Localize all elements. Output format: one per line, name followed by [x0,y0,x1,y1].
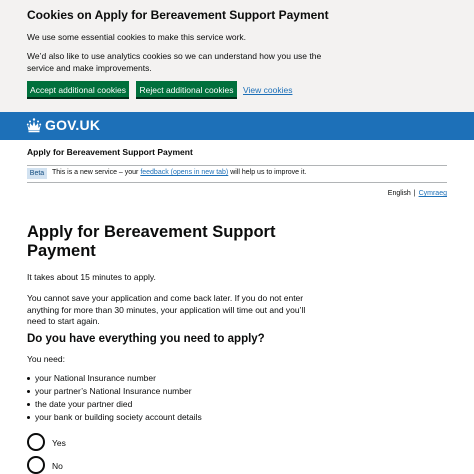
cookie-banner-heading: Cookies on Apply for Bereavement Support Payment [27,8,329,22]
view-cookies-link[interactable]: View cookies [243,85,293,95]
govuk-header [0,112,474,140]
phase-text-before: This is a new service – your [52,169,141,176]
cookie-banner [0,0,474,112]
service-name-link[interactable]: Apply for Bereavement Support Payment [27,147,193,157]
list-item: your bank or building society account details [27,412,202,425]
you-need-text: You need: [27,354,65,364]
phase-banner-divider [27,182,447,183]
yes-radio[interactable] [27,433,45,451]
page-title: Apply for Bereavement Support Payment [27,223,276,260]
crown-icon [26,117,42,133]
yes-radio-label[interactable]: Yes [52,438,66,448]
header-divider [27,165,447,166]
question-heading: Do you have everything you need to apply? [27,333,265,345]
no-radio[interactable] [27,456,45,474]
language-separator: | [413,190,416,197]
phase-text-after: will help us to improve it. [228,169,307,176]
cookie-banner-analytics-text: We’d also like to use analytics cookies so we can understand how you use the service and make improvements. [27,51,322,73]
phase-banner-text [52,169,306,176]
accept-cookies-button[interactable]: Accept additional cookies [27,81,129,99]
cookie-banner-text: We use some essential cookies to make this service work. [27,32,247,42]
list-item: your National Insurance number [27,373,202,386]
time-estimate-text: It takes about 15 minutes to apply. [27,272,156,282]
no-radio-label[interactable]: No [52,461,63,471]
language-cymraeg-link[interactable]: Cymraeg [418,190,447,197]
language-toggle [388,190,447,197]
feedback-link[interactable]: feedback (opens in new tab) [140,169,229,176]
reject-cookies-button[interactable]: Reject additional cookies [136,81,237,99]
language-current: English [387,190,411,197]
beta-tag: Beta [27,168,47,179]
list-item: your partner’s National Insurance number [27,386,202,399]
requirements-list [27,373,202,425]
timeout-warning-text: You cannot save your application and come back later. If you do not enter anything for more than 30 minutes, your application will time out and you’ll need to start again. [27,293,306,327]
list-item: the date your partner died [27,399,202,412]
govuk-home-link[interactable]: GOV.UK [45,117,101,133]
